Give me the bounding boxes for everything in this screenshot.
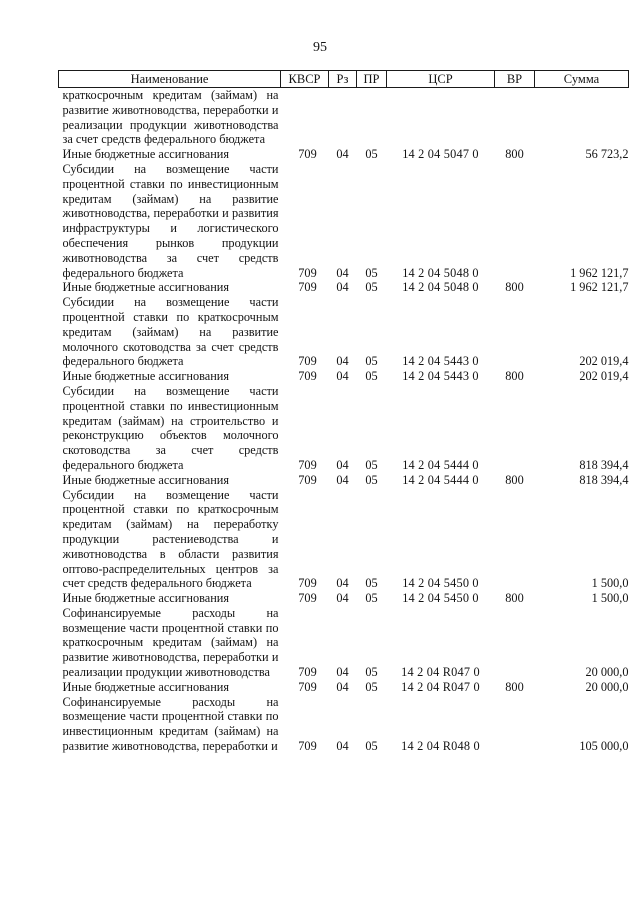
table-row — [59, 162, 629, 280]
cell-csr: 14 2 04 R047 0 — [401, 665, 480, 680]
table-row — [59, 280, 629, 295]
header-csr: ЦСР — [387, 71, 495, 88]
cell-csr: 14 2 04 5443 0 — [402, 369, 479, 384]
cell-csr: 14 2 04 5048 0 — [402, 265, 479, 280]
cell-rz — [329, 88, 357, 148]
cell-name: Софинансируемые расходы на возмещение части процентной ставки по инвестиционным кредитам (займам) на развитие животноводства, переработки и — [62, 694, 279, 754]
cell-sum: 1 500,0 — [591, 591, 629, 606]
table-row — [59, 695, 629, 754]
header-name: Наименование — [59, 71, 281, 88]
cell-sum: 818 394,4 — [579, 472, 629, 487]
cell-sum: 202 019,4 — [579, 354, 629, 369]
table-header-row — [59, 71, 629, 88]
cell-vr: 800 — [505, 147, 524, 162]
cell-sum: 20 000,0 — [585, 679, 629, 694]
cell-name: Субсидии на возмещение части процентной ставки по краткосрочным кредитам (займам) на переработку продукции растениеводства и животноводства в области развития оптово-распределительных центров за счет средств федерального бюджета — [62, 487, 279, 591]
cell-kvsr: 709 — [298, 354, 317, 369]
budget-table — [58, 70, 629, 754]
cell-rz: 04 — [336, 369, 349, 384]
header-pr: ПР — [357, 71, 387, 88]
cell-pr: 05 — [365, 679, 378, 694]
cell-sum: 20 000,0 — [585, 665, 629, 680]
cell-name: Софинансируемые расходы на возмещение части процентной ставки по краткосрочным кредитам (займам) на развитие животноводства, переработки и реализации продукции животноводства — [62, 605, 279, 680]
cell-kvsr: 709 — [298, 576, 317, 591]
cell-pr: 05 — [365, 591, 378, 606]
cell-rz: 04 — [336, 147, 349, 162]
cell-vr: 800 — [505, 472, 524, 487]
cell-kvsr: 709 — [298, 280, 317, 295]
cell-vr — [495, 295, 535, 369]
cell-pr: 05 — [365, 472, 378, 487]
header-kvsr: КВСР — [281, 71, 329, 88]
cell-kvsr: 709 — [298, 265, 317, 280]
cell-sum: 105 000,0 — [579, 739, 629, 754]
cell-sum: 818 394,4 — [579, 457, 629, 472]
cell-csr: 14 2 04 5444 0 — [402, 457, 479, 472]
cell-pr — [357, 88, 387, 148]
cell-sum — [535, 88, 629, 148]
cell-vr — [495, 162, 535, 280]
cell-pr: 05 — [365, 369, 378, 384]
cell-rz: 04 — [336, 665, 349, 680]
cell-rz: 04 — [336, 472, 349, 487]
cell-kvsr: 709 — [298, 457, 317, 472]
cell-pr: 05 — [365, 576, 378, 591]
cell-csr: 14 2 04 5444 0 — [402, 472, 479, 487]
cell-pr: 05 — [365, 280, 378, 295]
table-row — [59, 591, 629, 606]
cell-vr — [495, 488, 535, 592]
table-row — [59, 147, 629, 162]
cell-pr: 05 — [365, 665, 378, 680]
cell-csr: 14 2 04 5048 0 — [402, 280, 479, 295]
table-row — [59, 295, 629, 369]
cell-kvsr: 709 — [298, 472, 317, 487]
cell-name: Иные бюджетные ассигнования — [62, 679, 230, 694]
cell-name: краткосрочным кредитам (займам) на развитие животноводства, переработки и реализации продукции животноводства за счет средств федерального бюджета — [62, 88, 279, 147]
cell-rz: 04 — [336, 457, 349, 472]
cell-kvsr: 709 — [298, 739, 317, 754]
cell-csr: 14 2 04 5443 0 — [402, 354, 479, 369]
cell-csr: 14 2 04 5450 0 — [402, 576, 479, 591]
cell-pr: 05 — [365, 265, 378, 280]
cell-name: Субсидии на возмещение части процентной ставки по краткосрочным кредитам (займам) на развитие молочного скотоводства за счет средств федерального бюджета — [62, 295, 279, 369]
cell-sum: 1 500,0 — [591, 576, 629, 591]
cell-rz: 04 — [336, 280, 349, 295]
cell-vr — [495, 695, 535, 754]
cell-rz: 04 — [336, 265, 349, 280]
cell-kvsr: 709 — [298, 369, 317, 384]
cell-name: Иные бюджетные ассигнования — [62, 280, 230, 295]
table-row — [59, 369, 629, 384]
cell-vr: 800 — [505, 591, 524, 606]
cell-rz: 04 — [336, 354, 349, 369]
page-number: 95 — [313, 40, 327, 55]
cell-rz: 04 — [336, 679, 349, 694]
cell-pr: 05 — [365, 354, 378, 369]
cell-kvsr: 709 — [298, 679, 317, 694]
table-row — [59, 488, 629, 592]
table-row — [59, 384, 629, 473]
cell-vr — [495, 606, 535, 680]
cell-pr: 05 — [365, 739, 378, 754]
cell-kvsr: 709 — [298, 147, 317, 162]
cell-vr — [495, 88, 535, 148]
header-sum: Сумма — [535, 71, 629, 88]
cell-csr: 14 2 04 5047 0 — [402, 147, 479, 162]
cell-kvsr — [281, 88, 329, 148]
header-rz: Рз — [329, 71, 357, 88]
cell-csr — [387, 88, 495, 148]
cell-csr: 14 2 04 5450 0 — [402, 591, 479, 606]
cell-vr: 800 — [505, 679, 524, 694]
cell-pr: 05 — [365, 457, 378, 472]
cell-name: Иные бюджетные ассигнования — [62, 147, 230, 162]
cell-vr: 800 — [505, 369, 524, 384]
header-vr: ВР — [495, 71, 535, 88]
table-row — [59, 606, 629, 680]
cell-rz: 04 — [336, 576, 349, 591]
cell-sum: 1 962 121,7 — [570, 280, 629, 295]
cell-kvsr: 709 — [298, 665, 317, 680]
cell-rz: 04 — [336, 739, 349, 754]
cell-csr: 14 2 04 R047 0 — [401, 679, 480, 694]
cell-name: Иные бюджетные ассигнования — [62, 591, 230, 606]
cell-kvsr: 709 — [298, 591, 317, 606]
cell-name: Субсидии на возмещение части процентной ставки по инвестиционным кредитам (займам) на развитие животноводства, переработки и развития инфраструктуры и логистического обеспечения рынков продукции животноводства за счет средств федерального бюджета — [62, 161, 279, 280]
cell-sum: 1 962 121,7 — [570, 265, 629, 280]
cell-sum: 202 019,4 — [579, 369, 629, 384]
cell-name: Иные бюджетные ассигнования — [62, 369, 230, 384]
cell-vr — [495, 384, 535, 473]
cell-pr: 05 — [365, 147, 378, 162]
cell-vr: 800 — [505, 280, 524, 295]
table-row — [59, 88, 629, 148]
cell-name: Иные бюджетные ассигнования — [62, 472, 230, 487]
table-row — [59, 473, 629, 488]
cell-name: Субсидии на возмещение части процентной ставки по инвестиционным кредитам (займам) на строительство и реконструкцию объектов молочного скотоводства за счет средств федерального бюджета — [62, 383, 279, 472]
cell-rz: 04 — [336, 591, 349, 606]
cell-csr: 14 2 04 R048 0 — [401, 739, 480, 754]
table-row — [59, 680, 629, 695]
cell-sum: 56 723,2 — [585, 147, 629, 162]
